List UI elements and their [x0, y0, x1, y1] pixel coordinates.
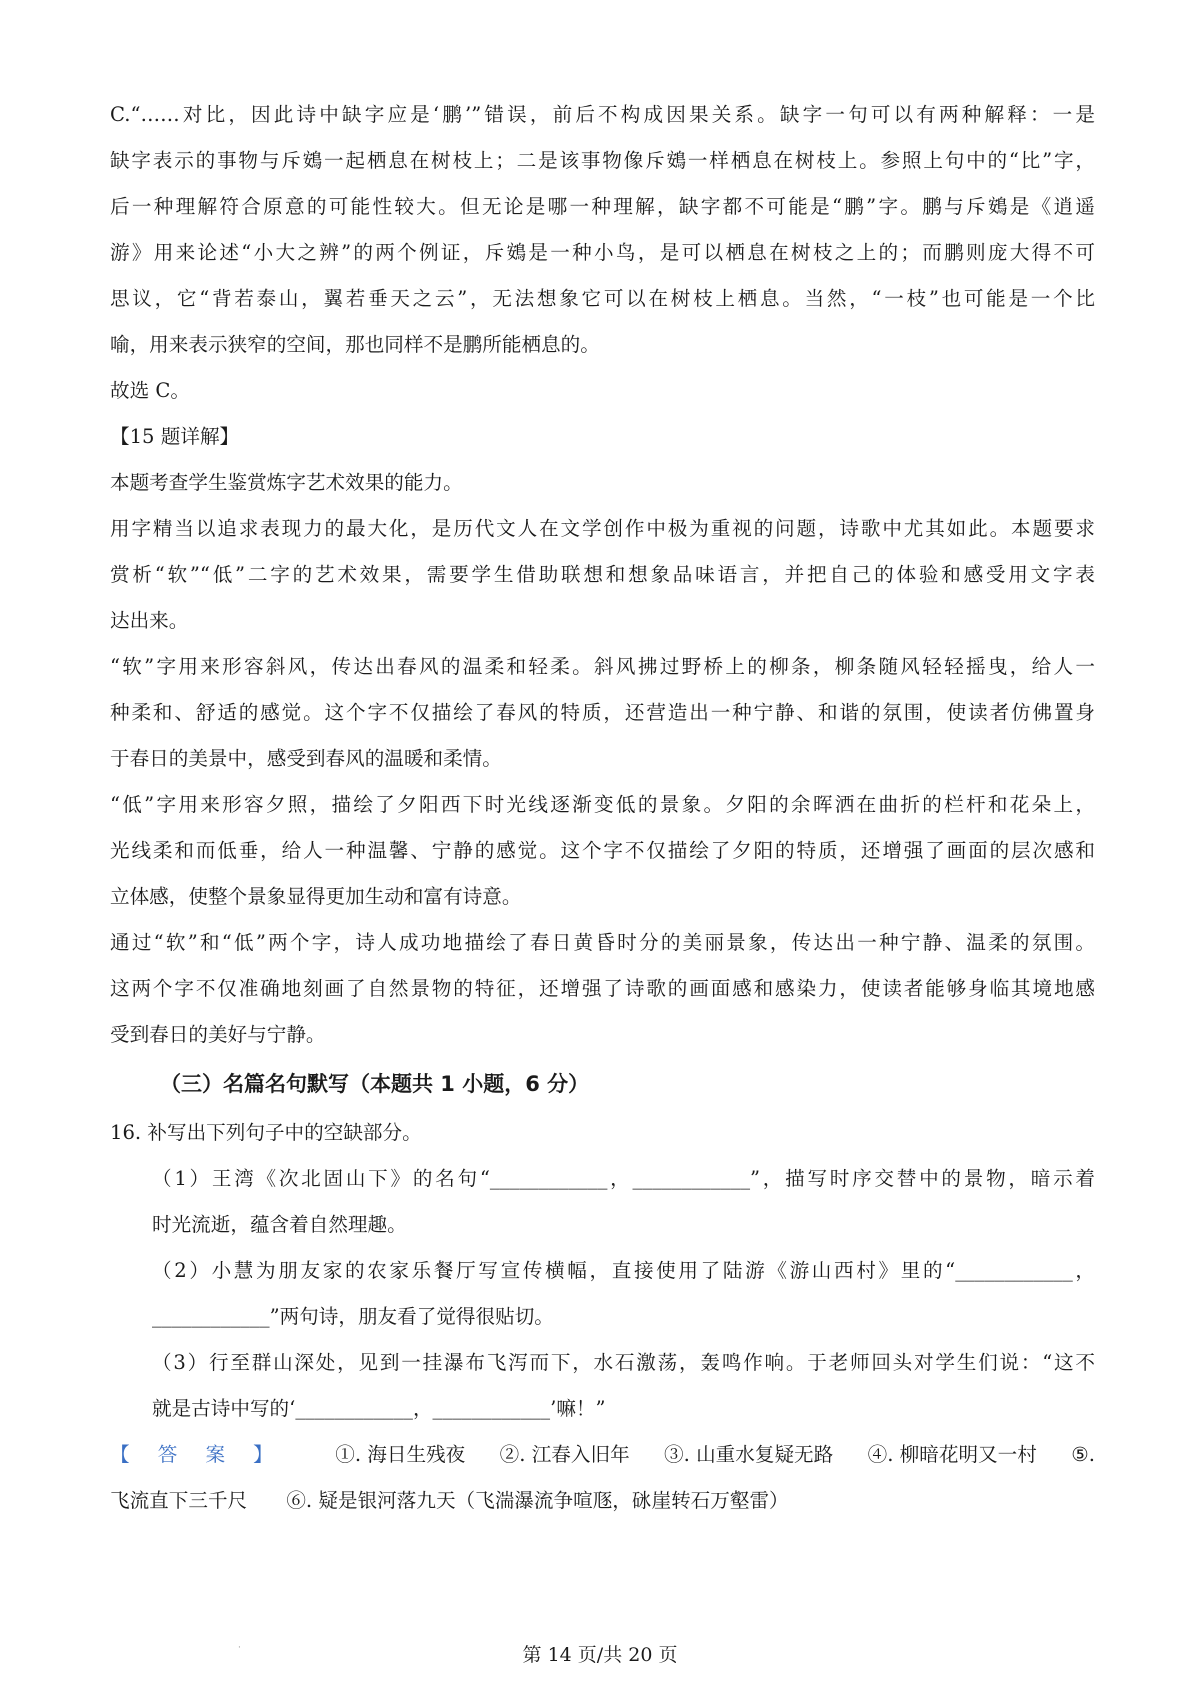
text-line: 游》用来论述“小大之辨”的两个例证，斥鴳是一种小鸟，是可以栖息在树枝之上的；而鹏则庞大得不可 — [110, 241, 1095, 264]
text-line: 达出来。 — [110, 609, 189, 632]
q16-sub2-line: （2）小慧为朋友家的农家乐餐厅写宣传横幅，直接使用了陆游《游山西村》里的“____________， — [152, 1259, 1095, 1282]
q15-detail — [110, 414, 1095, 1058]
text-line: 缺字表示的事物与斥鴳一起栖息在树枝上；二是该事物像斥鴳一样栖息在树枝上。参照上句中的“比”字， — [110, 149, 1095, 172]
answer-line — [110, 1432, 1095, 1478]
text-line: 用字精当以追求表现力的最大化，是历代文人在文学创作中极为重视的问题，诗歌中尤其如此。本题要求 — [110, 517, 1095, 540]
q16-sub2-line: ____________”两句诗，朋友看了觉得很贴切。 — [152, 1305, 554, 1328]
answer-line-2: 飞流直下三千尺 ⑥. 疑是银河落九天（飞湍瀑流争喧豗，砯崖转石万壑雷） — [110, 1489, 789, 1512]
text-line: 通过“软”和“低”两个字，诗人成功地描绘了春日黄昏时分的美丽景象，传达出一种宁静、温柔的氛围。 — [110, 931, 1095, 954]
text-line: 思议，它“背若泰山，翼若垂天之云”，无法想象它可以在树枝上栖息。当然，“一枝”也可能是一个比 — [110, 287, 1095, 310]
text-line: “低”字用来形容夕照，描绘了夕阳西下时光线逐渐变低的景象。夕阳的余晖洒在曲折的栏杆和花朵上， — [110, 793, 1095, 816]
text-line: 光线柔和而低垂，给人一种温馨、宁静的感觉。这个字不仅描绘了夕阳的特质，还增强了画面的层次感和 — [110, 839, 1095, 862]
conclusion-text: 故选 C。 — [110, 379, 191, 402]
text-line: 后一种理解符合原意的可能性较大。但无论是哪一种理解，缺字都不可能是“鹏”字。鹏与斥鴳是《逍遥 — [110, 195, 1095, 218]
answer-label: 【答案】 — [110, 1443, 301, 1466]
q15-intro: 本题考查学生鉴赏炼字艺术效果的能力。 — [110, 471, 463, 494]
answer-item: ①. 海日生残夜 — [335, 1443, 466, 1466]
text-line: “软”字用来形容斜风，传达出春风的温柔和轻柔。斜风拂过野桥上的柳条，柳条随风轻轻摇曳，给人一 — [110, 655, 1095, 678]
text-line: 这两个字不仅准确地刻画了自然景物的特征，还增强了诗歌的画面感和感染力，使读者能够身临其境地感 — [110, 977, 1095, 1000]
text-line: 赏析“软”“低”二字的艺术效果，需要学生借助联想和想象品味语言，并把自己的体验和感受用文字表 — [110, 563, 1095, 586]
text-line: C.“……对比，因此诗中缺字应是‘鹏’”错误，前后不构成因果关系。缺字一句可以有两种解释：一是 — [110, 103, 1095, 126]
footer-dot: · — [238, 1643, 241, 1653]
text-line: 种柔和、舒适的感觉。这个字不仅描绘了春风的特质，还营造出一种宁静、和谐的氛围，使读者仿佛置身 — [110, 701, 1095, 724]
text-line: 受到春日的美好与宁静。 — [110, 1023, 326, 1046]
q16-sub3-line: 就是古诗中写的‘____________，____________’嘛！” — [152, 1397, 606, 1420]
q15-title: 【15 题详解】 — [110, 425, 240, 448]
q16-sub1-line: （1）王湾《次北固山下》的名句“____________，____________”，描写时序交替中的景物，暗示着 — [152, 1167, 1095, 1190]
text-line: 喻，用来表示狭窄的空间，那也同样不是鹏所能栖息的。 — [110, 333, 600, 356]
q16-stem: 16. 补写出下列句子中的空缺部分。 — [110, 1121, 422, 1144]
answer-item: ②. 江春入旧年 — [499, 1443, 630, 1466]
q16-sub1-line: 时光流逝，蕴含着自然理趣。 — [152, 1213, 407, 1236]
page-footer: 第 14 页/共 20 页 — [522, 1644, 678, 1666]
text-line: 于春日的美景中，感受到春风的温暖和柔情。 — [110, 747, 502, 770]
answer-item: ③. 山重水复疑无路 — [664, 1443, 834, 1466]
answer-item: ⑤. — [1071, 1443, 1095, 1466]
answer-item: ④. 柳暗花明又一村 — [867, 1443, 1037, 1466]
option-c-analysis — [110, 92, 1095, 414]
text-line: 立体感，使整个景象显得更加生动和富有诗意。 — [110, 885, 522, 908]
page-content — [110, 92, 1095, 1524]
section-heading: （三）名篇名句默写（本题共 1 小题，6 分） — [160, 1072, 590, 1096]
answer-block — [110, 1432, 1095, 1524]
q16-sub3-line: （3）行至群山深处，见到一挂瀑布飞泻而下，水石激荡，轰鸣作响。于老师回头对学生们说：“这不 — [152, 1351, 1095, 1374]
q16 — [110, 1110, 1095, 1432]
